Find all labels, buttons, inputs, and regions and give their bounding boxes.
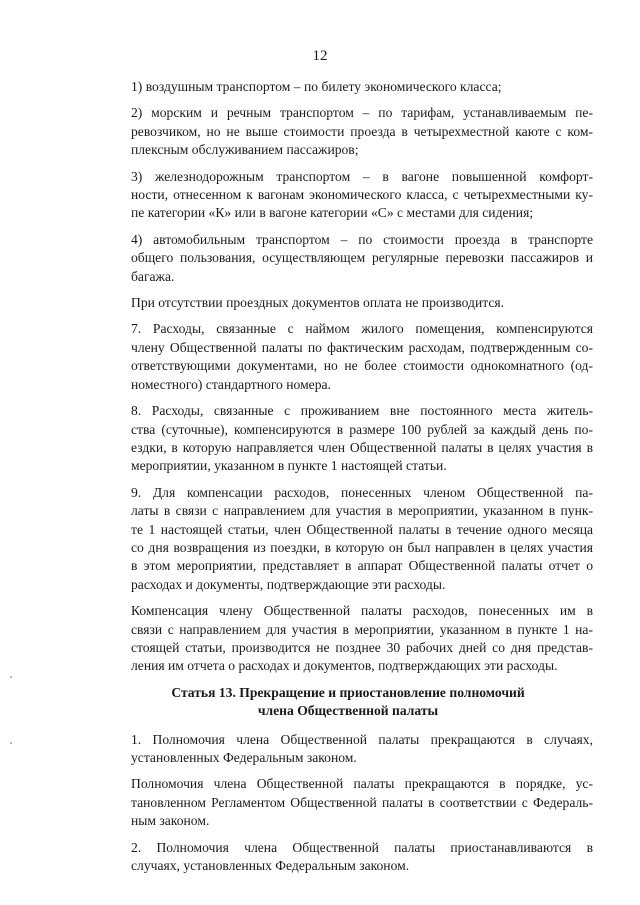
text-line: латы в связи с направлением для участия в мероприятии, указанном в пунк- bbox=[131, 503, 593, 519]
text-line: ления им отчета о расходах и документов, подтверждающих эти расходы. bbox=[131, 658, 558, 674]
article-13-heading bbox=[103, 684, 593, 721]
heading-line: члена Общественной палаты bbox=[257, 703, 439, 719]
text-line: 7. Расходы, связанные с наймом жилого помещения, компенсируются bbox=[131, 321, 593, 337]
scan-speck bbox=[10, 742, 12, 744]
page-number: 12 bbox=[312, 48, 328, 64]
text-line: установленных Федеральным законом. bbox=[131, 750, 357, 765]
text-line: номестного) стандартного номера. bbox=[131, 376, 331, 392]
article-13-body bbox=[103, 731, 593, 876]
text-line: 9. Для компенсации расходов, понесенных членом Общественной па- bbox=[131, 484, 593, 500]
article-12-paragraph bbox=[103, 294, 593, 312]
text-line: 1) воздушным транспортом – по билету экономического класса; bbox=[131, 79, 502, 94]
text-line: связи с направлением для участия в мероприятии, указанном в пункте 1 на- bbox=[131, 621, 593, 637]
text-line: те 1 настоящей статьи, член Общественной палаты в течение одного месяца bbox=[131, 521, 593, 537]
text-line: члену Общественной палаты по фактическим расходам, подтвержденным со- bbox=[131, 339, 593, 355]
text-line: со дня возвращения из поездки, в которую он был направлен в целях участия bbox=[131, 539, 593, 555]
article-12-paragraph bbox=[103, 168, 593, 223]
text-line: ности, отнесенном к вагонам экономического класса, с четырехместными ку- bbox=[131, 187, 593, 203]
text-line: общего пользования, осуществляющем регулярные перевозки пассажиров и bbox=[131, 250, 593, 266]
article-12-paragraph bbox=[103, 78, 593, 96]
text-line: багажа. bbox=[131, 268, 175, 284]
text-line: Компенсация члену Общественной палаты расходов, понесенных им в bbox=[131, 603, 593, 619]
article-13-paragraph bbox=[103, 839, 593, 876]
article-12-paragraph bbox=[103, 602, 593, 676]
text-line: стоящей статьи, производится не позднее 30 рабочих дней со дня представ- bbox=[131, 639, 593, 655]
text-line: расходах и документы, подтверждающие эти расходы. bbox=[131, 576, 446, 592]
heading-line: Статья 13. Прекращение и приостановление полномочий bbox=[171, 684, 525, 700]
text-line: ства (суточные), компенсируются в размере 100 рублей за каждый день по- bbox=[131, 421, 593, 437]
text-line: плексным обслуживанием пассажиров; bbox=[131, 142, 359, 158]
text-line: 2) морским и речным транспортом – по тарифам, устанавливаемым пе- bbox=[131, 105, 593, 121]
text-line: мероприятии, указанном в пункте 1 настоящей статьи. bbox=[131, 458, 447, 474]
text-line: пе категории «К» или в вагоне категории «С» с местами для сидения; bbox=[131, 205, 534, 221]
article-12-paragraph bbox=[103, 104, 593, 159]
text-line: 2. Полномочия члена Общественной палаты приостанавливаются в bbox=[131, 839, 593, 855]
text-line: При отсутствии проездных документов оплата не производится. bbox=[131, 295, 505, 311]
text-line: 8. Расходы, связанные с проживанием вне постоянного места житель- bbox=[131, 403, 593, 419]
article-12-paragraph bbox=[103, 484, 593, 594]
text-line: случаях, установленных Федеральным законом. bbox=[131, 858, 410, 874]
article-13-paragraph bbox=[103, 731, 593, 768]
text-line: ревозчиком, но не выше стоимости проезда в четырехместной каюте с ком- bbox=[131, 123, 593, 139]
article-13-paragraph bbox=[103, 775, 593, 830]
article-12-paragraph bbox=[103, 231, 593, 286]
text-line: 4) автомобильным транспортом – по стоимости проезда в транспорте bbox=[131, 231, 593, 247]
text-line: ным законом. bbox=[131, 813, 210, 829]
text-line: ответствующими документами, но не более стоимости однокомнатного (од- bbox=[131, 358, 593, 374]
article-12-continuation bbox=[103, 78, 593, 676]
text-line: тановленном Регламентом Общественной палаты в соответствии с Федераль- bbox=[131, 794, 593, 810]
text-line: 3) железнодорожным транспортом – в вагоне повышенной комфорт- bbox=[131, 168, 593, 184]
text-line: ездки, в которую направляется член Общественной палаты в целях участия в bbox=[131, 439, 593, 455]
article-12-paragraph bbox=[103, 320, 593, 394]
text-line: в этом мероприятии, представляет в аппарат Общественной палаты отчет о bbox=[131, 558, 593, 574]
article-12-paragraph bbox=[103, 402, 593, 476]
text-line: Полномочия члена Общественной палаты прекращаются в порядке, ус- bbox=[131, 776, 593, 792]
text-line: 1. Полномочия члена Общественной палаты прекращаются в случаях, bbox=[131, 731, 593, 747]
scan-speck bbox=[10, 676, 12, 678]
document-body bbox=[103, 78, 593, 883]
